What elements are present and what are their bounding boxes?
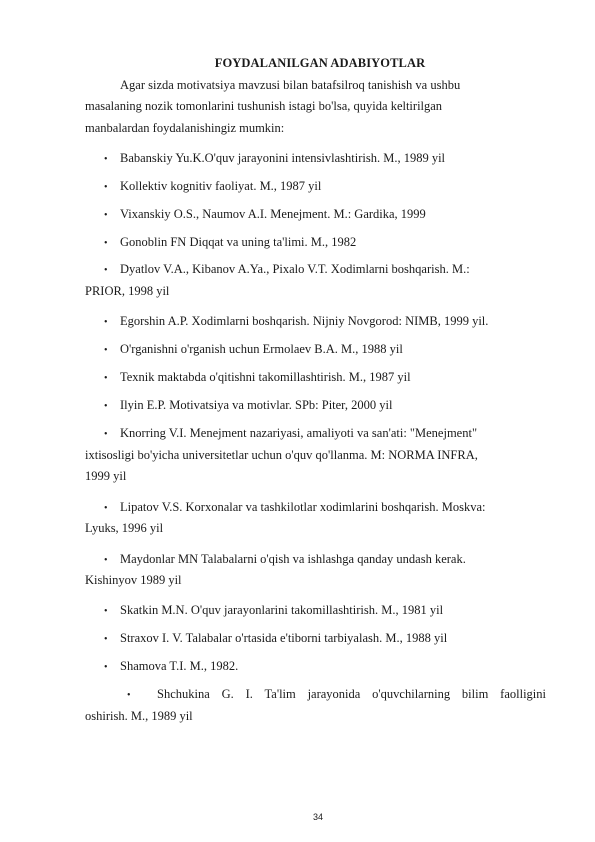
intro-line: manbalardan foydalanishingiz mumkin: [85, 121, 285, 135]
bullet-icon: • [104, 606, 108, 617]
reference-item-continuation: ixtisosligi bo'yicha universitetlar uchun o'quv qo'llanma. M: NORMA INFRA, [85, 448, 478, 462]
bullet-icon: • [104, 345, 108, 356]
reference-item: Texnik maktabda o'qitishni takomillashtirish. M., 1987 yil [120, 370, 411, 384]
reference-item: Shchukina G. I. Ta'lim jarayonida o'quvchilarning bilim faolligini [157, 687, 546, 701]
reference-item: Maydonlar MN Talabalarni o'qish va ishlashga qanday undash kerak. [120, 552, 466, 566]
reference-item: Knorring V.I. Menejment nazariyasi, amaliyoti va san'ati: "Menejment" [120, 426, 478, 440]
reference-item: Kollektiv kognitiv faoliyat. M., 1987 yil [120, 179, 322, 193]
bullet-icon: • [104, 373, 108, 384]
intro-line: Agar sizda motivatsiya mavzusi bilan batafsilroq tanishish va ushbu [120, 78, 461, 92]
bullet-icon: • [104, 182, 108, 193]
bullet-icon: • [104, 265, 108, 276]
bullet-icon: • [104, 210, 108, 221]
reference-item: Lipatov V.S. Korxonalar va tashkilotlar xodimlarini boshqarish. Moskva: [120, 500, 486, 514]
bullet-icon: • [104, 154, 108, 165]
reference-item: Vixanskiy O.S., Naumov A.I. Menejment. M.: Gardika, 1999 [120, 207, 426, 221]
reference-item: Skatkin M.N. O'quv jarayonlarini takomillashtirish. M., 1981 yil [120, 603, 444, 617]
bullet-icon: • [104, 238, 108, 249]
bullet-icon: • [104, 317, 108, 328]
reference-item-continuation: Lyuks, 1996 yil [85, 521, 164, 535]
reference-item-continuation: 1999 yil [85, 469, 127, 483]
bullet-icon: • [127, 690, 131, 701]
reference-item: Egorshin A.P. Xodimlarni boshqarish. Nijniy Novgorod: NIMB, 1999 yil. [120, 314, 489, 328]
bullet-icon: • [104, 503, 108, 514]
bullet-icon: • [104, 429, 108, 440]
reference-item: Shamova T.I. M., 1982. [120, 659, 239, 673]
reference-item: Ilyin E.P. Motivatsiya va motivlar. SPb: Piter, 2000 yil [120, 398, 393, 412]
reference-item-continuation: PRIOR, 1998 yil [85, 284, 170, 298]
bullet-icon: • [104, 662, 108, 673]
reference-item-continuation: Kishinyov 1989 yil [85, 573, 182, 587]
intro-line: masalaning nozik tomonlarini tushunish istagi bo'lsa, quyida keltirilgan [85, 99, 443, 113]
reference-item-continuation: oshirish. M., 1989 yil [85, 709, 193, 723]
reference-item: Straxov I. V. Talabalar o'rtasida e'tiborni tarbiyalash. M., 1988 yil [120, 631, 448, 645]
reference-item: Dyatlov V.A., Kibanov A.Ya., Pixalo V.T. Xodimlarni boshqarish. M.: [120, 262, 470, 276]
reference-item: O'rganishni o'rganish uchun Ermolaev B.A. M., 1988 yil [120, 342, 403, 356]
page-title: FOYDALANILGAN ADABIYOTLAR [214, 56, 426, 70]
bullet-icon: • [104, 555, 108, 566]
reference-item: Gonoblin FN Diqqat va uning ta'limi. M., 1982 [120, 235, 357, 249]
bullet-icon: • [104, 634, 108, 645]
bullet-icon: • [104, 401, 108, 412]
reference-item: Babanskiy Yu.K.O'quv jarayonini intensivlashtirish. M., 1989 yil [120, 151, 446, 165]
page-number: 34 [312, 812, 323, 822]
